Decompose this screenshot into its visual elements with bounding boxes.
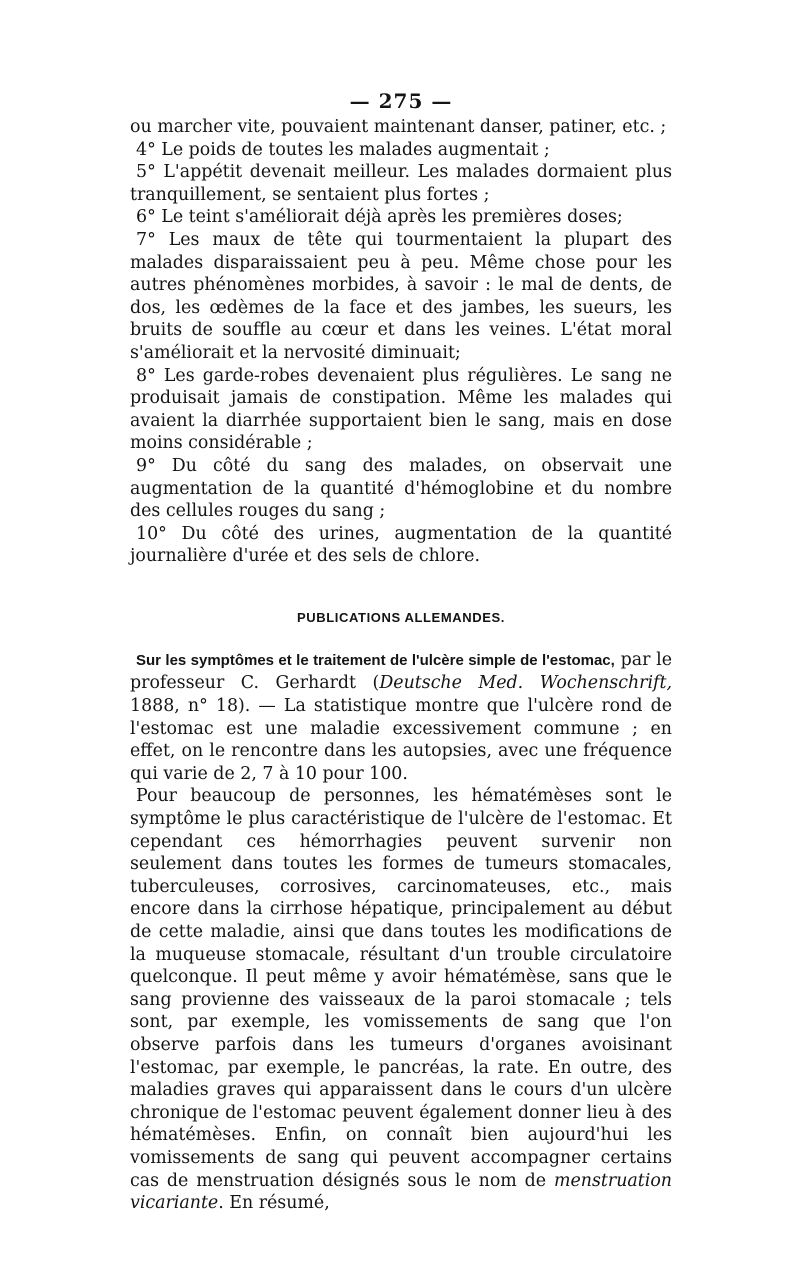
list-item-5: 5° L'appétit devenait meilleur. Les malades dormaient plus tranquillement, se sentaient plus fortes ; — [130, 162, 672, 205]
article-lead-text-2: 1888, n° 18). — La statistique montre que l'ulcère rond de l'estomac est une maladie excessivement commune ; en effet, on le rencontre dans les autopsies, avec une fréquence qui varie de 2, 7 à 10 pour 100. — [130, 696, 672, 784]
article-body-paragraph — [130, 785, 672, 1214]
article-body-italic: menstruation vicariante — [130, 1170, 672, 1214]
page-number: — 275 — — [349, 89, 453, 113]
article-lead-paragraph — [130, 649, 672, 786]
article-body-text-2: . En résumé, — [218, 1193, 330, 1214]
list-item-4: 4° Le poids de toutes les malades augmentait ; — [136, 139, 550, 160]
document-page — [130, 88, 672, 1215]
list-item-7: 7° Les maux de tête qui tourmentaient la plupart des malades disparaissaient peu à peu. Même chose pour les autres phénomènes morbides, à savoir : le mal de dents, de dos, les œdèmes de la face et des jambes, les sueurs, les bruits de souffle au cœur et dans les veines. L'état moral s'améliorait et la nervosité diminuait; — [130, 229, 672, 363]
list-item-6: 6° Le teint s'améliorait déjà après les premières doses; — [136, 207, 623, 228]
article-body-text-1: Pour beaucoup de personnes, les hématémèses sont le symptôme le plus caractéristique de l'ulcère de l'estomac. Et cependant ces hémorrhagies peuvent survenir non seulement dans toutes les formes de tumeurs stomacales, tuberculeuses, corrosives, carcinomateuses, etc., mais encore dans la cirrhose hépatique, principalement au début de cette maladie, ainsi que dans toutes les modifications de la muqueuse stomacale, résultant d'un trouble circulatoire quelconque. Il peut même y avoir hématémèse, sans que le sang provienne des vaisseaux de la paroi stomacale ; tels sont, par exemple, les vomissements de sang que l'on observe parfois dans les tumeurs d'organes avoisinant l'estomac, par exemple, le pancréas, la rate. En outre, des maladies graves qui apparaissent dans le cours d'un ulcère chronique de l'estomac peuvent également donner lieu à des hématémèses. Enfin, on connaît bien aujourd'hui les vomissements de sang qui peuvent accompagner certains cas de menstruation désignés sous le nom de — [130, 786, 672, 1191]
journal-name: Deutsche Med. Wochenschrift, — [379, 673, 672, 694]
paragraph-continuation: ou marcher vite, pouvaient maintenant danser, patiner, etc. ; — [130, 117, 667, 137]
list-item-9: 9° Du côté du sang des malades, on observait une augmentation de la quantité d'hémoglobine et du nombre des cellules rouges du sang ; — [130, 455, 672, 522]
article-lead-text-1: par le professeur C. Gerhardt ( — [130, 649, 672, 694]
article-title: Sur les symptômes et le traitement de l'ulcère simple de l'estomac, — [136, 651, 615, 669]
list-item-10: 10° Du côté des urines, augmentation de la quantité journalière d'urée et des sels de chlore. — [130, 523, 672, 567]
section-title: PUBLICATIONS ALLEMANDES. — [297, 609, 505, 625]
list-item-8: 8° Les garde-robes devenaient plus régulières. Le sang ne produisait jamais de constipation. Même les malades qui avaient la diarrhée supportaient bien le sang, mais en dose moins considérable ; — [130, 365, 672, 454]
